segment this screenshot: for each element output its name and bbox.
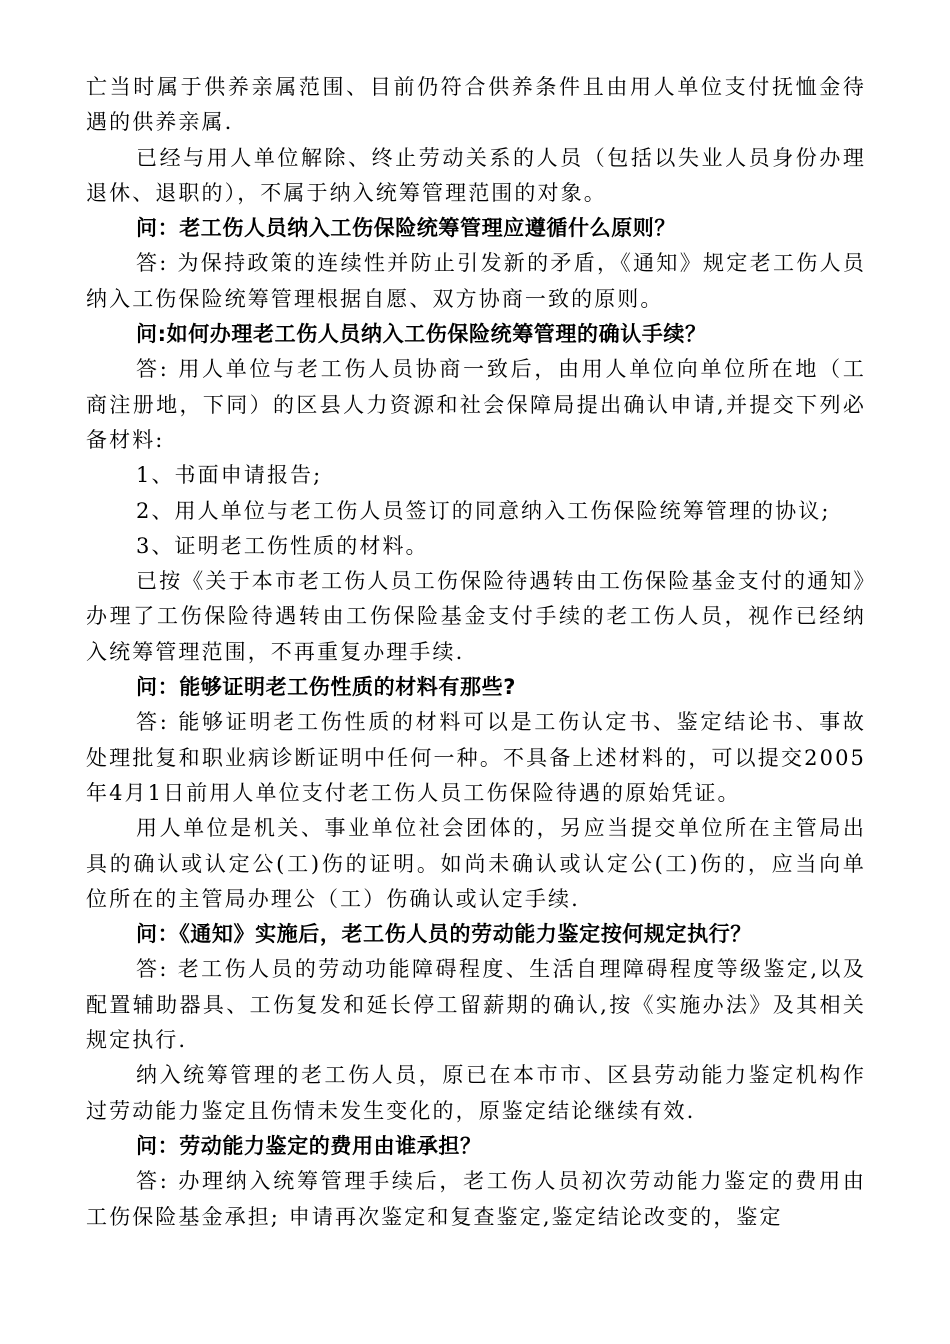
answer-assessment-fees: 答: 办理纳入统筹管理手续后，老工伤人员初次劳动能力鉴定的费用由工伤保险基金承担; 申请再次鉴定和复查鉴定,鉴定结论改变的，鉴定 [86,1169,866,1229]
paragraph-continuation: 亡当时属于供养亲属范围、目前仍符合供养条件且由用人单位支付抚恤金待遇的供养亲属. [86,75,866,135]
list-item-1: 1、书面申请报告; [136,463,323,488]
document-page [86,70,866,1235]
answer-confirmation-procedure: 答: 用人单位与老工伤人员协商一致后，由用人单位向单位所在地（工商注册地，下同）的区县人力资源和社会保障局提出确认申请,并提交下列必备材料: [86,357,866,452]
question-confirmation-procedure: 问:如何办理老工伤人员纳入工伤保险统筹管理的确认手续？ [136,322,707,347]
paragraph-excluded-persons: 已经与用人单位解除、终止劳动关系的人员（包括以失业人员身份办理退休、退职的），不属于纳入统筹管理范围的对象。 [86,145,866,205]
question-assessment-fees: 问：劳动能力鉴定的费用由谁承担？ [136,1133,482,1158]
paragraph-public-institutions: 用人单位是机关、事业单位社会团体的，另应当提交单位所在主管局出具的确认或认定公(工)伤的证明。如尚未确认或认定公(工)伤的，应当向单位所在的主管局办理公（工）伤确认或认定手续. [86,816,866,911]
paragraph-already-included: 已按《关于本市老工伤人员工伤保险待遇转由工伤保险基金支付的通知》办理了工伤保险待遇转由工伤保险基金支付手续的老工伤人员，视作已经纳入统筹管理范围，不再重复办理手续. [86,569,866,664]
question-proof-materials: 问：能够证明老工伤性质的材料有那些? [136,675,516,700]
answer-proof-materials: 答: 能够证明老工伤性质的材料可以是工伤认定书、鉴定结论书、事故处理批复和职业病诊断证明中任何一种。不具备上述材料的，可以提交2005年4月1日前用人单位支付老工伤人员工伤保险待遇的原始凭证。 [86,710,866,805]
answer-ability-assessment: 答: 老工伤人员的劳动功能障碍程度、生活自理障碍程度等级鉴定,以及配置辅助器具、工伤复发和延长停工留薪期的确认,按《实施办法》及其相关规定执行. [86,957,866,1053]
question-principle: 问：老工伤人员纳入工伤保险统筹管理应遵循什么原则？ [136,216,676,241]
question-ability-assessment: 问：《通知》实施后，老工伤人员的劳动能力鉴定按何规定执行？ [136,922,752,947]
answer-principle: 答: 为保持政策的连续性并防止引发新的矛盾，《通知》规定老工伤人员纳入工伤保险统筹管理根据自愿、双方协商一致的原则。 [86,251,866,311]
list-item-3: 3、证明老工伤性质的材料。 [136,533,429,558]
paragraph-previous-assessment: 纳入统筹管理的老工伤人员，原已在本市市、区县劳动能力鉴定机构作过劳动能力鉴定且伤情未发生变化的，原鉴定结论继续有效. [86,1063,866,1123]
list-item-2: 2、用人单位与老工伤人员签订的同意纳入工伤保险统筹管理的协议; [136,498,831,523]
